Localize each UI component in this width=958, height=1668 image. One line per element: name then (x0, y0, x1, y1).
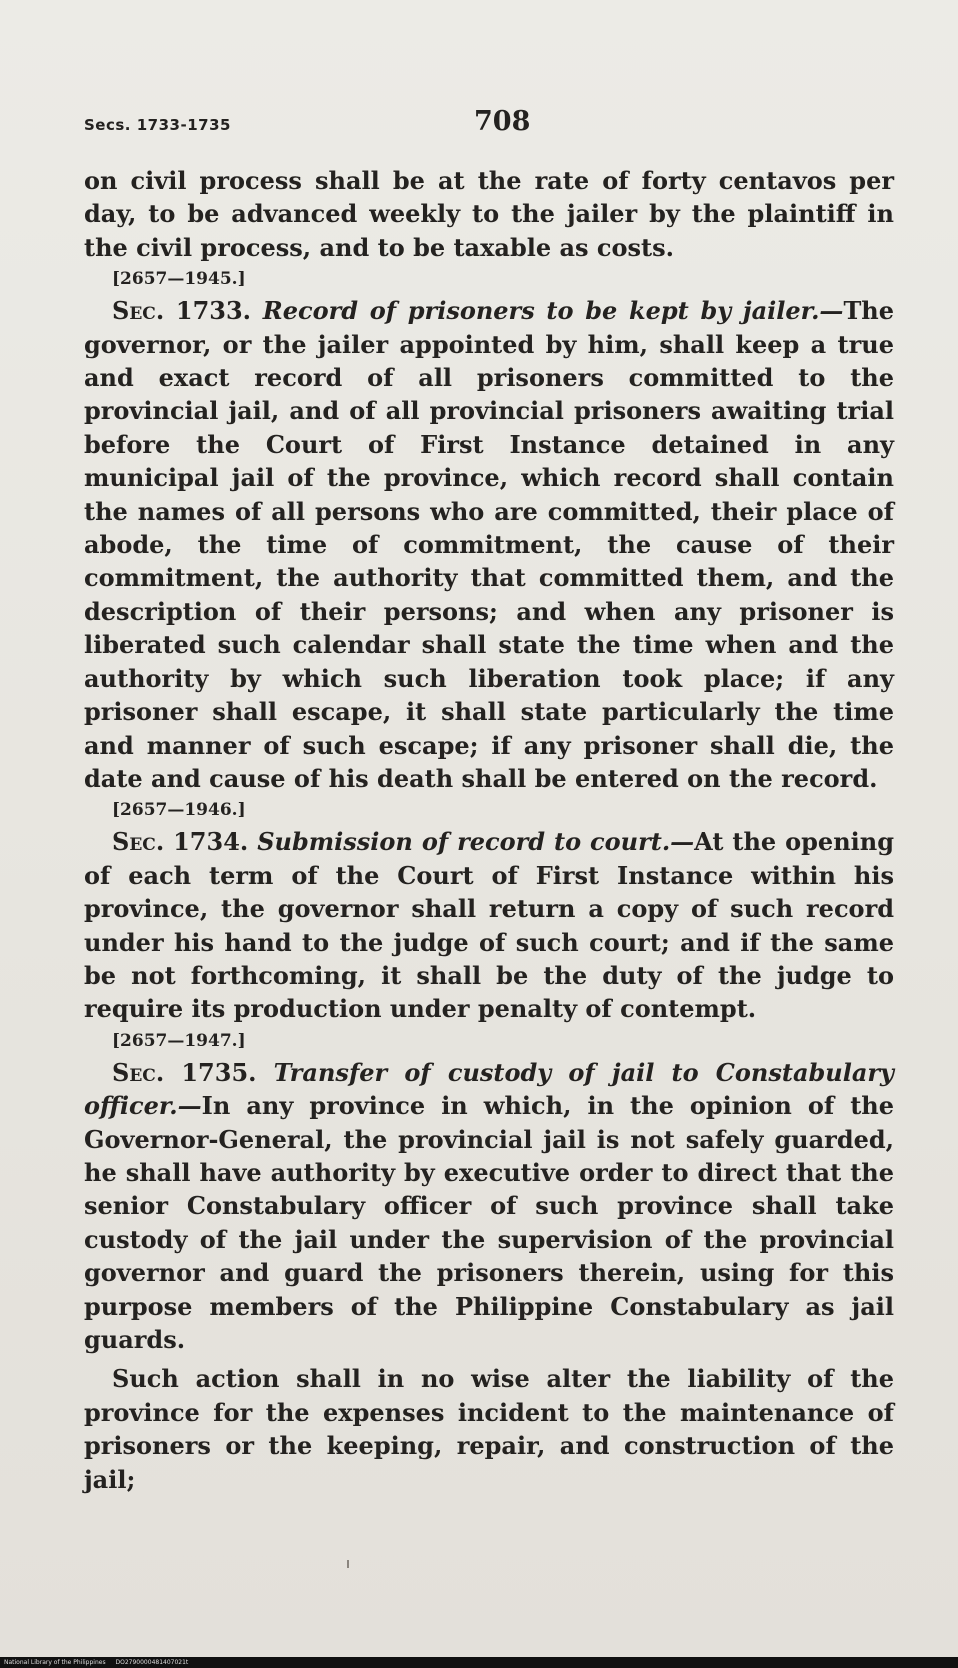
page-speck (347, 1560, 349, 1568)
section-1735 (84, 1056, 894, 1357)
section-caption: Submission of record to court.— (257, 827, 695, 857)
body-text (84, 164, 894, 1496)
page-header (84, 104, 894, 144)
scan-footer (0, 1657, 958, 1668)
page-number: 708 (474, 106, 531, 137)
opening-paragraph: on civil process shall be at the rate of forty centavos per day, to be advanced weekly to the jailer by the plaintiff in the civil process, and to be taxable as costs. (84, 166, 894, 262)
section-text: At the opening of each term of the Court of First Instance within his province, the governor shall return a copy of such record under his hand to the judge of such court; and if the same be not forthcoming, it shall be the duty of the judge to require its production under penalty of contempt. (84, 827, 894, 1024)
section-label: Sec. 1733. (112, 296, 252, 326)
section-caption: Record of prisoners to be kept by jailer.— (262, 296, 844, 326)
citation-3: [2657—1947.] (112, 1030, 246, 1051)
section-label: Sec. 1734. (112, 827, 249, 857)
citation-1: [2657—1945.] (112, 269, 246, 290)
section-label: Sec. 1735. (112, 1057, 257, 1087)
section-text: The governor, or the jailer appointed by him, shall keep a true and exact record of all prisoners committed to the provincial jail, and of all provincial prisoners awaiting trial before the Court of First Instance detained in any municipal jail of the province, which record shall contain the names of all persons who are committed, their place of abode, the time of commitment, the cause of their commitment, the authority that committed them, and the description of their persons; and when any prisoner is liberated such calendar shall state the time when and the authority by which such liberation took place; if any prisoner shall escape, it shall state particularly the time and manner of such escape; if any prisoner shall die, the date and cause of his death shall be entered on the record. (84, 296, 895, 793)
citation-2: [2657—1946.] (112, 800, 246, 821)
section-1734 (84, 825, 894, 1025)
section-text: In any province in which, in the opinion of the Governor-General, the provincial jail is not safely guarded, he shall have authority by executive order to direct that the senior Constabulary officer of such province shall take custody of the jail under the supervision of the provincial governor and guard the prisoners therein, using for this purpose members of the Philippine Constabulary as jail guards. (84, 1091, 894, 1354)
footer-id: DO2790000481407021t (115, 1659, 189, 1666)
closing-paragraph: Such action shall in no wise alter the liability of the province for the expenses incident to the maintenance of prisoners or the keeping, repair, and construction of the jail; (84, 1364, 894, 1494)
section-1733 (84, 294, 894, 795)
footer-source: National Library of the Philippines (4, 1659, 106, 1666)
section-caption: Transfer of custody of jail to Constabulary officer.— (84, 1057, 894, 1121)
section-range: Secs. 1733-1735 (84, 116, 231, 134)
